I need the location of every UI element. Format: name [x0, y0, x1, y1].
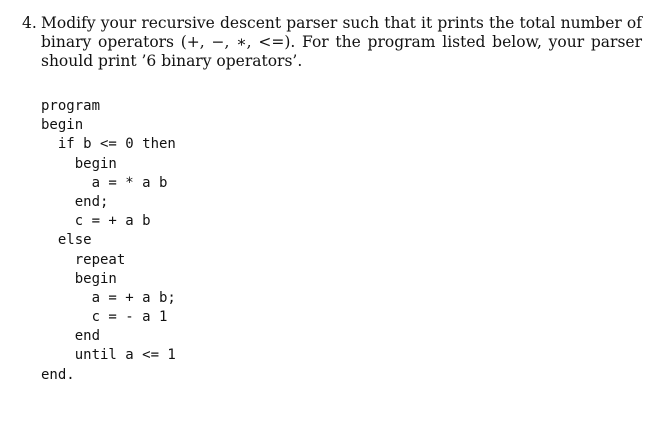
code-line: repeat: [41, 251, 126, 268]
code-line: a = + a b;: [41, 289, 176, 306]
problem-number: 4.: [22, 14, 37, 32]
code-line: until a <= 1: [41, 347, 176, 364]
code-line: c = - a 1: [41, 309, 168, 326]
code-line: program: [41, 98, 101, 114]
code-line: end.: [41, 366, 75, 383]
problem-text: Modify your recursive descent parser such that it prints the total number of binary operators (+, −, ∗, <=). For the program listed below, your parser should print ’6 binary operators’.: [41, 14, 642, 70]
code-listing: [41, 97, 176, 385]
code-line: begin: [41, 270, 117, 287]
code-line: begin: [41, 117, 84, 134]
code-line: else: [41, 232, 92, 249]
code-line: begin: [41, 155, 117, 172]
code-line: a = * a b: [41, 174, 168, 191]
code-line: end: [41, 328, 101, 345]
problem-statement: [22, 14, 642, 71]
code-line: end;: [41, 193, 109, 210]
code-line: if b <= 0 then: [41, 136, 176, 153]
code-line: c = + a b: [41, 213, 151, 230]
